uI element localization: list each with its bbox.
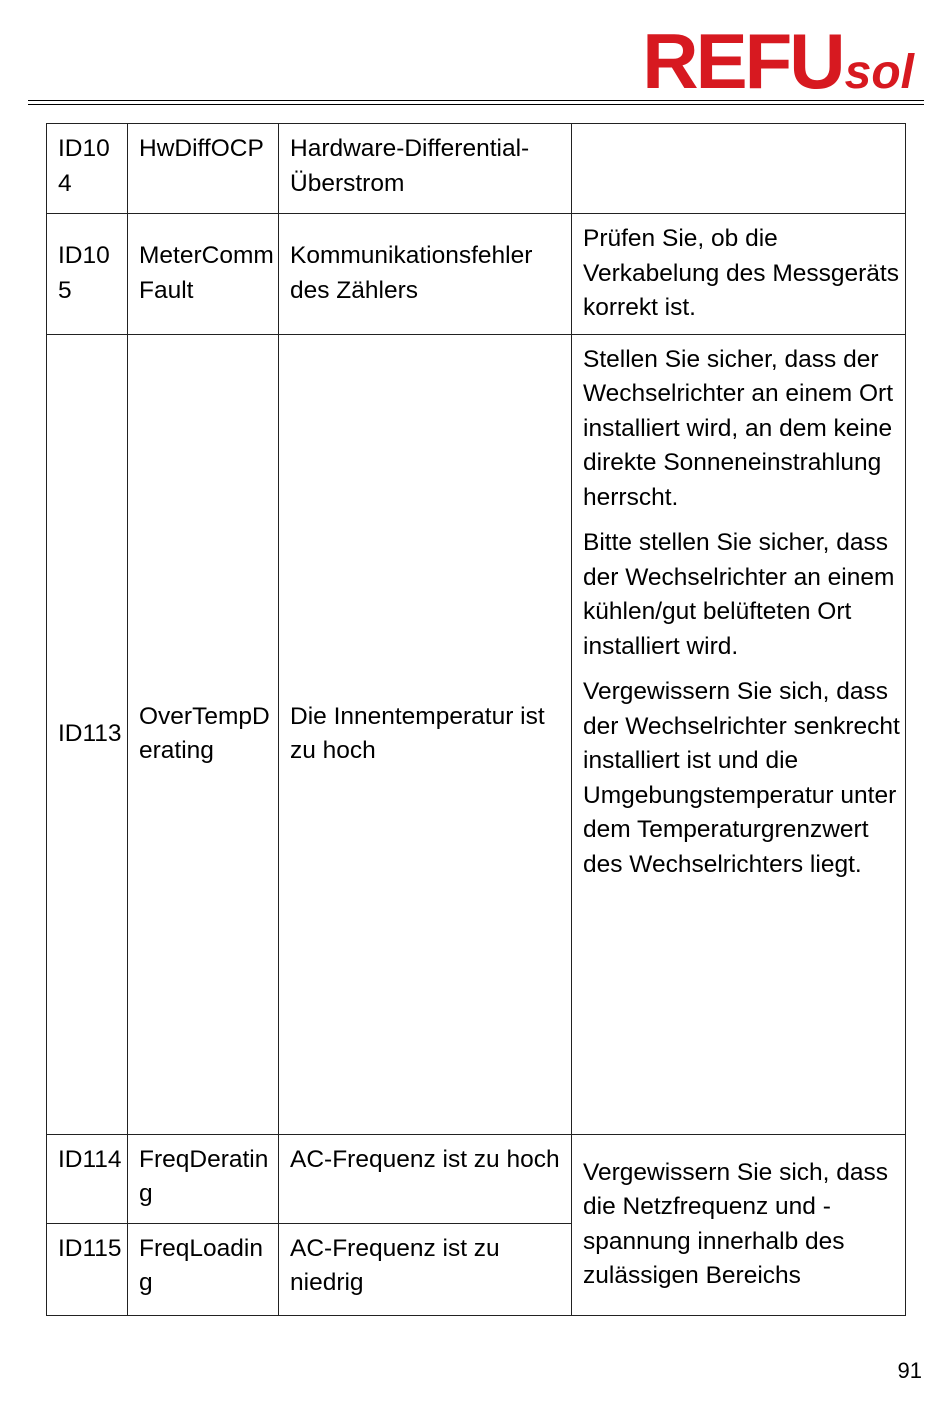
error-description-cell: AC-Frequenz ist zu hoch	[279, 1134, 572, 1223]
error-solution-cell	[572, 1134, 906, 1315]
header-rule-thick	[28, 100, 924, 101]
table-row	[47, 334, 906, 1134]
solution-paragraph: Vergewissern Sie sich, dass der Wechselrichter senkrecht installiert ist und die Umgebungstemperatur unter dem Temperaturgrenzwert des Wechselrichters liegt.	[583, 678, 900, 878]
error-name-cell: FreqLoading	[128, 1223, 279, 1315]
error-code-table	[46, 123, 906, 1316]
error-description-cell: Kommunikationsfehler des Zählers	[279, 214, 572, 335]
error-solution-cell	[572, 334, 906, 1134]
error-description-cell: Die Innentemperatur ist zu hoch	[279, 334, 572, 1134]
refusol-logo	[642, 17, 914, 105]
error-solution-cell	[572, 214, 906, 335]
error-id-cell: ID105	[47, 214, 128, 335]
solution-paragraph: Bitte stellen Sie sicher, dass der Wechselrichter an einem kühlen/gut belüfteten Ort installiert wird.	[583, 529, 895, 660]
error-id-cell: ID115	[47, 1223, 128, 1315]
table-row	[47, 124, 906, 214]
error-name-cell: FreqDerating	[128, 1134, 279, 1223]
error-id-cell: ID113	[47, 334, 128, 1134]
logo-main-text: REFU	[642, 17, 843, 105]
error-id-cell: ID104	[47, 124, 128, 214]
error-name-cell: HwDiffOCP	[128, 124, 279, 214]
error-description-cell: AC-Frequenz ist zu niedrig	[279, 1223, 572, 1315]
solution-paragraph: Stellen Sie sicher, dass der Wechselrichter an einem Ort installiert wird, an dem keine direkte Sonneneinstrahlung herrscht.	[583, 345, 893, 511]
error-description-cell: Hardware-Differential-Überstrom	[279, 124, 572, 214]
solution-paragraph: Prüfen Sie, ob die Verkabelung des Messgeräts korrekt ist.	[583, 225, 899, 321]
error-name-cell: OverTempDerating	[128, 334, 279, 1134]
page-number: 91	[897, 1358, 922, 1383]
error-solution-cell	[572, 124, 906, 214]
table-row	[47, 1134, 906, 1223]
error-id-cell: ID114	[47, 1134, 128, 1223]
header-rule-thin	[28, 104, 924, 105]
logo-sub-text: sol	[844, 46, 914, 99]
solution-paragraph: Vergewissern Sie sich, dass die Netzfrequenz und -spannung innerhalb des zulässigen Bereichs	[583, 1158, 889, 1289]
table-row	[47, 214, 906, 335]
error-name-cell: MeterCommFault	[128, 214, 279, 335]
